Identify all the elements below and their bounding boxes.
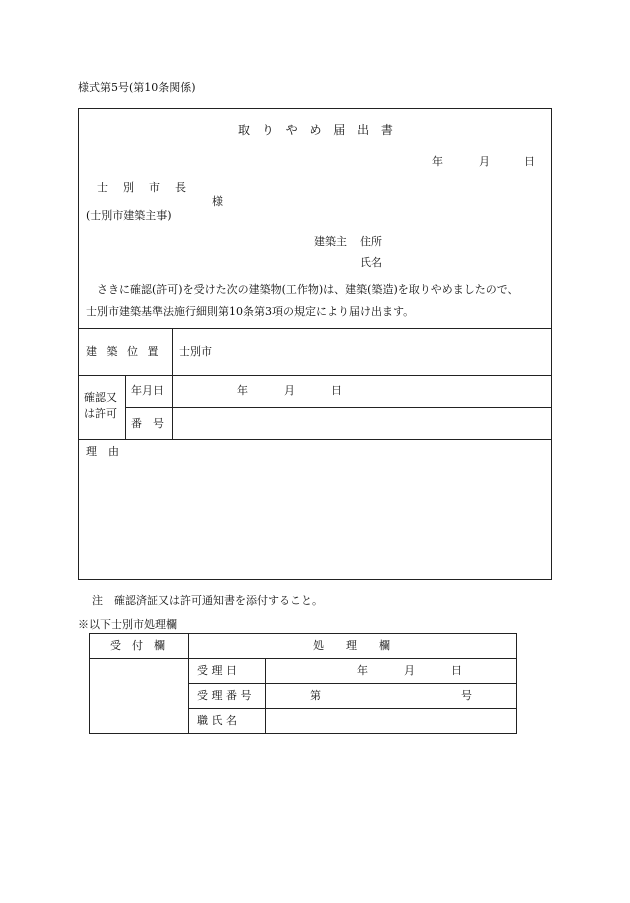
main-form-frame <box>78 108 552 580</box>
receipt-year: 年 <box>357 664 368 677</box>
office-row-rule-2 <box>188 708 517 709</box>
permit-label-line-2: は許可 <box>84 407 117 420</box>
addressee-honorific: 様 <box>212 195 223 208</box>
office-header-rule <box>89 658 517 659</box>
permit-date-month: 月 <box>284 384 295 397</box>
permit-label-line-1: 確認又 <box>84 391 117 404</box>
table-top-rule <box>78 328 552 329</box>
date-day-label: 日 <box>524 155 535 168</box>
permit-number-label: 番 号 <box>131 417 164 430</box>
body-text-line-1: さきに確認(許可)を受けた次の建築物(工作物)は、建築(築造)を取りやめましたので、 <box>97 283 519 296</box>
permit-date-day: 日 <box>331 384 342 397</box>
applicant-label: 建築主 <box>314 235 347 248</box>
location-label: 建 築 位 置 <box>86 345 159 358</box>
attachment-note: 注 確認済証又は許可通知書を添付すること。 <box>92 594 323 607</box>
receipt-number-label: 受 理 番 号 <box>197 689 252 702</box>
processing-header: 処 理 欄 <box>313 639 390 652</box>
permit-row-rule <box>125 407 552 408</box>
date-year-label: 年 <box>432 155 443 168</box>
official-name-label: 職 氏 名 <box>197 714 237 727</box>
office-row-rule-1 <box>188 683 517 684</box>
receipt-date-label: 受 理 日 <box>197 664 237 677</box>
addressee-official: (士別市建築主事) <box>86 209 172 222</box>
receipt-day: 日 <box>451 664 462 677</box>
location-row-rule <box>78 375 552 376</box>
form-number: 様式第5号(第10条関係) <box>78 81 196 94</box>
body-text-line-2: 士別市建築基準法施行細則第10条第3項の規定により届け出ます。 <box>86 305 415 318</box>
reason-label: 理 由 <box>86 445 119 458</box>
applicant-address-label: 住所 <box>360 235 382 248</box>
location-value: 士別市 <box>179 345 212 358</box>
reason-row-rule <box>78 439 552 440</box>
addressee-mayor: 士 別 市 長 <box>97 181 188 194</box>
office-label-divider <box>265 658 266 734</box>
receipt-number-suffix: 号 <box>461 689 472 702</box>
form-title: 取 り や め 届 出 書 <box>238 123 393 137</box>
date-month-label: 月 <box>479 155 490 168</box>
applicant-name-label: 氏名 <box>360 256 382 269</box>
receipt-month: 月 <box>404 664 415 677</box>
receipt-number-prefix: 第 <box>310 689 321 702</box>
permit-date-label: 年月日 <box>131 384 164 397</box>
permit-date-year: 年 <box>237 384 248 397</box>
label-column-divider <box>172 328 173 439</box>
reception-header: 受 付 欄 <box>110 639 165 652</box>
office-heading: ※以下士別市処理欄 <box>78 618 177 631</box>
